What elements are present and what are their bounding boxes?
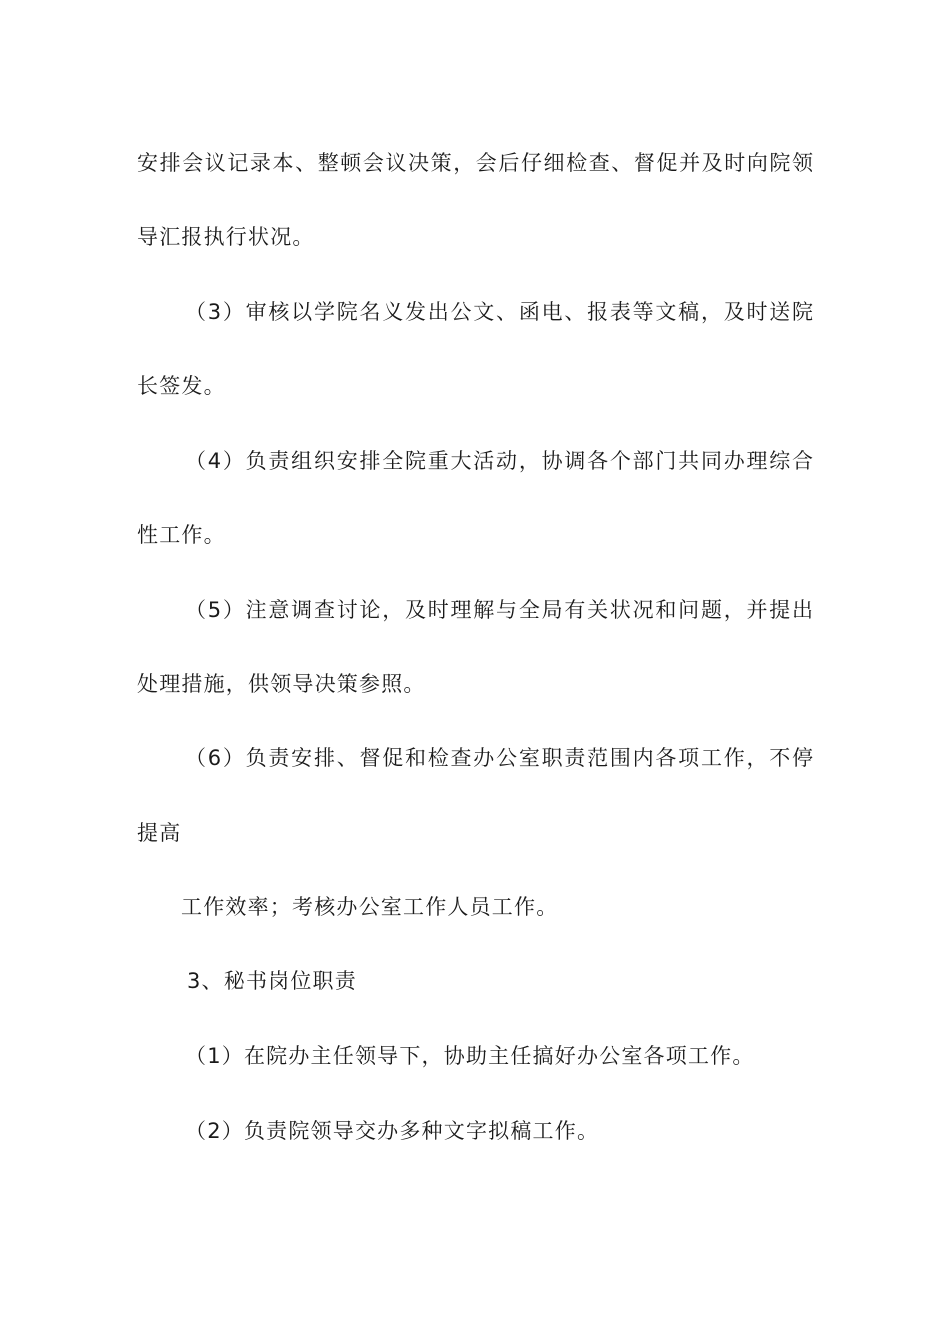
list-item-1: （1）在院办主任领导下，协助主任搞好办公室各项工作。 (185, 1044, 755, 1068)
section-heading: 3、秘书岗位职责 (187, 969, 357, 993)
list-item-2: （2）负责院领导交办多种文字拟稿工作。 (185, 1119, 600, 1143)
list-item-6: （6）负责安排、督促和检查办公室职责范围内各项工作，不停 (185, 746, 813, 770)
text-line: 性工作。 (137, 523, 226, 547)
list-item-5: （5）注意调查讨论，及时理解与全局有关状况和问题，并提出 (185, 598, 813, 622)
text-line: 处理措施，供领导决策参照。 (137, 672, 426, 696)
text-line: 安排会议记录本、整顿会议决策，会后仔细检查、督促并及时向院领 (137, 151, 813, 175)
text-line: 导汇报执行状况。 (137, 225, 315, 249)
text-line: 工作效率；考核办公室工作人员工作。 (181, 895, 559, 919)
text-line: 提高 (137, 821, 182, 845)
list-item-4: （4）负责组织安排全院重大活动，协调各个部门共同办理综合 (185, 449, 813, 473)
list-item-3: （3）审核以学院名义发出公文、函电、报表等文稿，及时送院 (185, 300, 813, 324)
text-line: 长签发。 (137, 374, 226, 398)
